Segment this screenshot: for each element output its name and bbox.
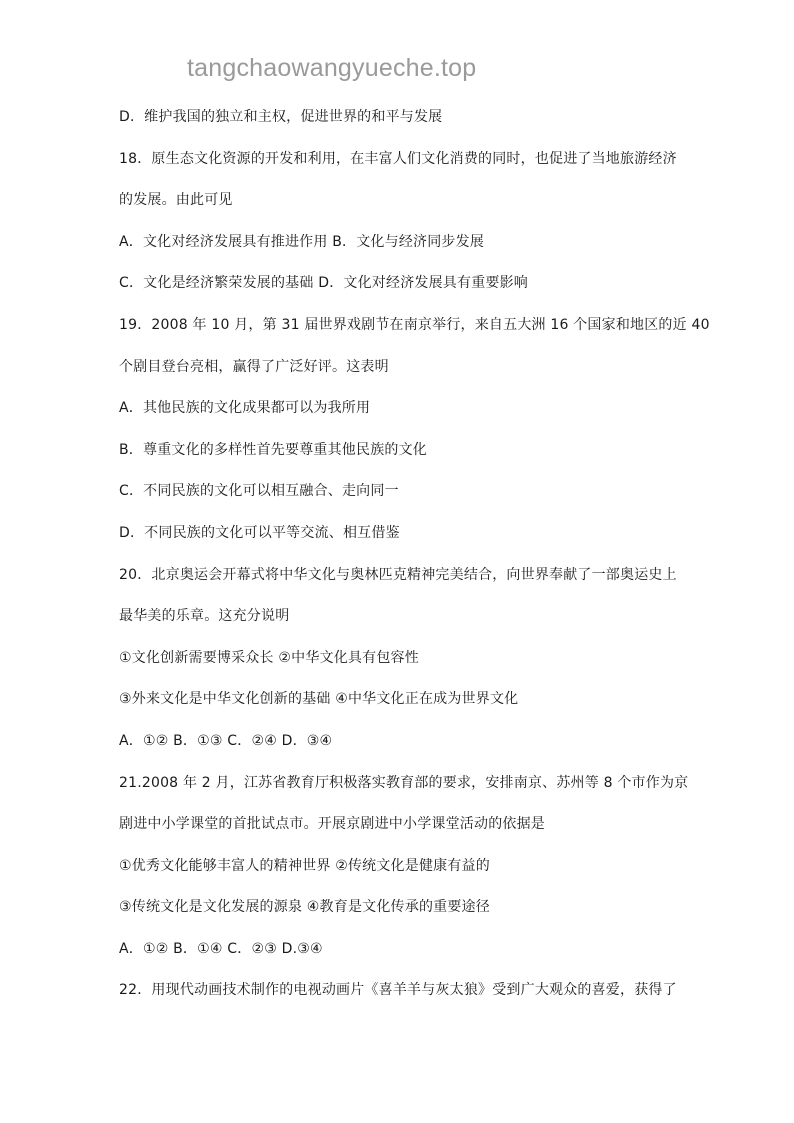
text-line: 最华美的乐章。这充分说明 (119, 608, 290, 625)
statement-line: ①文化创新需要博采众长 ②中华文化具有包容性 (119, 649, 419, 666)
option-line: C．不同民族的文化可以相互融合、走向同一 (119, 483, 399, 500)
option-line: A．①② B．①④ C．②③ D.③④ (119, 940, 323, 957)
option-line: A．其他民族的文化成果都可以为我所用 (119, 400, 371, 417)
option-line: A．文化对经济发展具有推进作用 B．文化与经济同步发展 (119, 233, 485, 250)
document-body (119, 104, 710, 1019)
text-line: 个剧目登台亮相，赢得了广泛好评。这表明 (119, 358, 389, 375)
text-line: D．维护我国的独立和主权，促进世界的和平与发展 (119, 109, 443, 125)
question-22-line: 22．用现代动画技术制作的电视动画片《喜羊羊与灰太狼》受到广大观众的喜爱，获得了 (119, 982, 677, 999)
question-19-line: 19．2008 年 10 月，第 31 届世界戏剧节在南京举行，来自五大洲 16 个国家和地区的近 40 (119, 316, 710, 333)
question-20-line: 20．北京奥运会开幕式将中华文化与奥林匹克精神完美结合，向世界奉献了一部奥运史上 (119, 566, 677, 583)
option-line: B．尊重文化的多样性首先要尊重其他民族的文化 (119, 441, 428, 458)
question-18-line: 18．原生态文化资源的开发和利用，在丰富人们文化消费的同时，也促进了当地旅游经济 (119, 150, 677, 167)
option-line: A．①② B．①③ C．②④ D．③④ (119, 732, 333, 749)
statement-line: ③传统文化是文化发展的源泉 ④教育是文化传承的重要途径 (119, 899, 490, 916)
option-line: D．不同民族的文化可以平等交流、相互借鉴 (119, 524, 400, 541)
statement-line: ①优秀文化能够丰富人的精神世界 ②传统文化是健康有益的 (119, 857, 490, 874)
watermark-text: tangchaowangyueche.top (187, 54, 477, 82)
text-line: 的发展。由此可见 (119, 192, 233, 209)
option-line: C．文化是经济繁荣发展的基础 D．文化对经济发展具有重要影响 (119, 275, 529, 292)
statement-line: ③外来文化是中华文化创新的基础 ④中华文化正在成为世界文化 (119, 691, 519, 708)
text-line: 剧进中小学课堂的首批试点市。开展京剧进中小学课堂活动的依据是 (119, 816, 545, 833)
question-21-line: 21.2008 年 2 月，江苏省教育厅积极落实教育部的要求，安排南京、苏州等 8 个市作为京 (119, 774, 689, 791)
